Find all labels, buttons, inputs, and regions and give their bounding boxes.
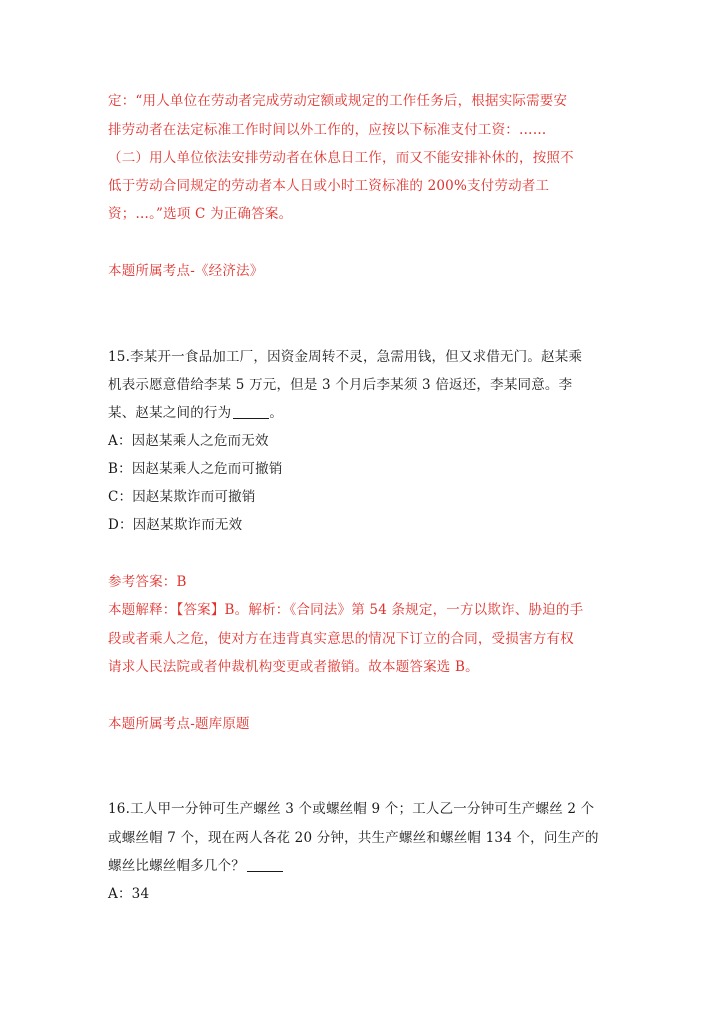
q15-answer-blank — [233, 404, 269, 419]
q15-stem-line-3 — [108, 404, 283, 422]
prev-topic: 本题所属考点-《经济法》 — [108, 263, 264, 279]
q15-stem-line-2: 机表示愿意借给李某 5 万元，但是 3 个月后李某须 3 倍返还，李某同意。李 — [108, 377, 573, 393]
prev-explanation-line-4: 低于劳动合同规定的劳动者本人日或小时工资标准的 200%支付劳动者工 — [108, 178, 550, 194]
prev-explanation-line-5: 资；…。”选项 C 为正确答案。 — [108, 206, 293, 222]
q15-topic: 本题所属考点-题库原题 — [108, 716, 250, 732]
q16-stem-text: 螺丝比螺丝帽多几个？ — [108, 858, 245, 874]
q15-option-d: D：因赵某欺诈而无效 — [108, 517, 243, 533]
prev-explanation-line-3: （二）用人单位依法安排劳动者在休息日工作，而又不能安排补休的，按照不 — [108, 150, 574, 166]
q15-explanation-line-3: 请求人民法院或者仲裁机构变更或者撤销。故本题答案选 B。 — [108, 659, 479, 675]
q15-explanation-line-2: 段或者乘人之危，使对方在违背真实意思的情况下订立的合同，受损害方有权 — [108, 631, 574, 647]
q15-option-a: A：因赵某乘人之危而无效 — [108, 433, 269, 449]
q15-stem-end: 。 — [269, 405, 284, 421]
q16-option-a: A：34 — [108, 886, 150, 902]
q15-answer: 参考答案：B — [108, 574, 187, 590]
q15-explanation-line-1: 本题解释：【答案】B。解析：《合同法》第 54 条规定，一方以欺诈、胁迫的手 — [108, 602, 584, 618]
q15-stem-line-1: 15.李某开一食品加工厂，因资金周转不灵，急需用钱，但又求借无门。赵某乘 — [108, 349, 583, 365]
q15-option-b: B：因赵某乘人之危而可撤销 — [108, 461, 283, 477]
q16-answer-blank — [247, 857, 283, 872]
prev-explanation-line-2: 排劳动者在法定标准工作时间以外工作的，应按以下标准支付工资：…… — [108, 122, 547, 138]
q15-stem-text: 某、赵某之间的行为 — [108, 405, 232, 421]
prev-explanation-line-1: 定：“用人单位在劳动者完成劳动定额或规定的工作任务后，根据实际需要安 — [108, 93, 568, 109]
q16-stem-line-3 — [108, 857, 283, 875]
q16-stem-line-2: 或螺丝帽 7 个，现在两人各花 20 分钟，共生产螺丝和螺丝帽 134 个，问生产的 — [108, 830, 599, 846]
q15-option-c: C：因赵某欺诈而可撤销 — [108, 489, 256, 505]
q16-stem-line-1: 16.工人甲一分钟可生产螺丝 3 个或螺丝帽 9 个；工人乙一分钟可生产螺丝 2 个 — [108, 801, 595, 817]
